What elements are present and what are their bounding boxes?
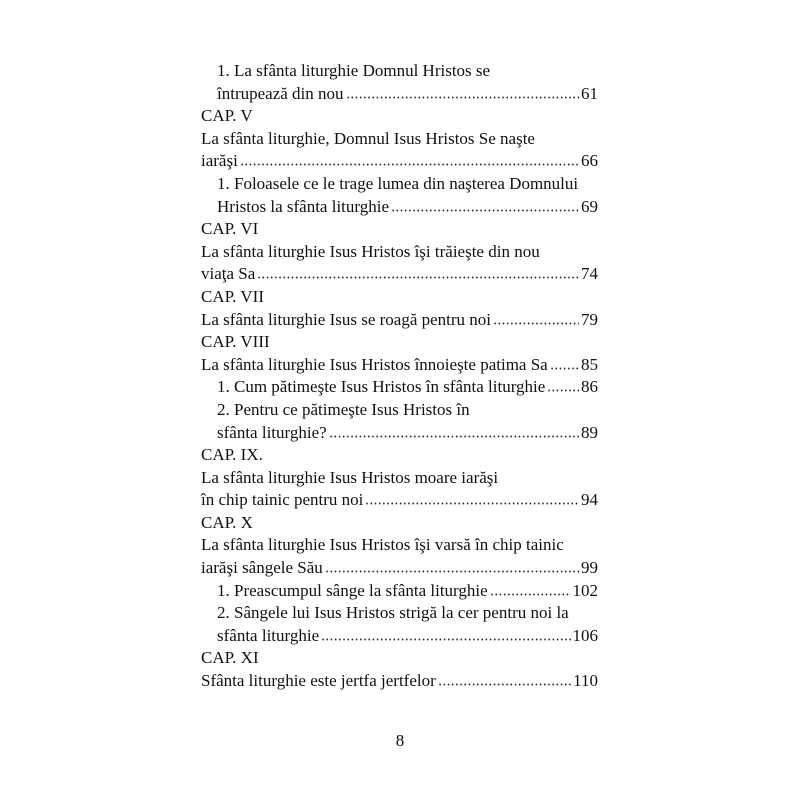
toc-text-line — [201, 512, 598, 535]
toc-entry — [201, 196, 598, 219]
toc-page-number: 86 — [581, 377, 598, 397]
toc-entry-title: 1. Preascumpul sânge la sfânta liturghie — [217, 580, 488, 600]
toc-page-number: 94 — [581, 490, 598, 510]
toc-text-line — [201, 444, 598, 467]
page-number: 8 — [395, 731, 405, 750]
table-of-contents — [201, 60, 598, 693]
dot-leader — [547, 378, 579, 392]
dot-leader — [329, 424, 579, 438]
toc-entry — [201, 83, 598, 106]
toc-entry-title: CAP. VII — [201, 286, 264, 306]
toc-page-number: 61 — [581, 83, 598, 103]
dot-leader — [438, 672, 571, 686]
toc-entry-title: CAP. VIII — [201, 332, 270, 352]
toc-entry — [201, 150, 598, 173]
toc-text-line — [201, 467, 598, 490]
toc-entry-title: viaţa Sa — [201, 264, 256, 284]
toc-entry — [201, 354, 598, 377]
toc-entry — [201, 263, 598, 286]
dot-leader — [321, 627, 570, 641]
toc-entry-title: sfânta liturghie? — [217, 422, 327, 442]
toc-page-number: 79 — [581, 309, 598, 329]
dot-leader — [325, 559, 579, 573]
toc-text-line — [201, 218, 598, 241]
toc-entry-title: 2. Sângele lui Isus Hristos strigă la cer pentru noi la — [217, 603, 569, 623]
toc-entry — [201, 670, 598, 693]
toc-entry — [201, 580, 598, 603]
dot-leader — [550, 356, 579, 370]
toc-entry-title: La sfânta liturghie Isus Hristos îşi varsă în chip tainic — [201, 535, 564, 555]
toc-entry-title: întrupează din nou — [217, 83, 344, 103]
toc-entry-title: La sfânta liturghie Isus Hristos înnoieşte patima Sa — [201, 354, 548, 374]
dot-leader — [240, 152, 579, 166]
toc-entry-title: CAP. X — [201, 512, 253, 532]
toc-page-number: 99 — [581, 558, 598, 578]
toc-page-number: 110 — [573, 671, 598, 691]
toc-entry — [201, 557, 598, 580]
toc-entry-title: CAP. VI — [201, 219, 259, 239]
toc-text-line — [201, 173, 598, 196]
toc-entry-title: 2. Pentru ce pătimeşte Isus Hristos în — [217, 399, 470, 419]
toc-page-number: 69 — [581, 196, 598, 216]
toc-entry-title: Hristos la sfânta liturghie — [217, 196, 390, 216]
toc-text-line — [201, 128, 598, 151]
toc-entry-title: 1. Foloasele ce le trage lumea din naşterea Domnului — [217, 173, 579, 193]
toc-text-line — [201, 286, 598, 309]
toc-entry-title: CAP. XI — [201, 648, 259, 668]
toc-page-number: 74 — [581, 264, 598, 284]
toc-entry-title: iarăşi sângele Său — [201, 558, 323, 578]
toc-entry — [201, 309, 598, 332]
toc-entry-title: La sfânta liturghie Isus Hristos moare iarăşi — [201, 467, 499, 487]
toc-entry — [201, 422, 598, 445]
dot-leader — [490, 582, 571, 596]
toc-page-number: 85 — [581, 354, 598, 374]
toc-text-line — [201, 241, 598, 264]
dot-leader — [391, 198, 579, 212]
toc-page-number: 66 — [581, 151, 598, 171]
dot-leader — [493, 311, 579, 325]
toc-text-line — [201, 534, 598, 557]
toc-entry-title: La sfânta liturghie Isus Hristos îşi trăieşte din nou — [201, 241, 540, 261]
toc-entry-title: iarăşi — [201, 151, 238, 171]
toc-text-line — [201, 399, 598, 422]
toc-entry — [201, 376, 598, 399]
toc-text-line — [201, 60, 598, 83]
toc-entry-title: 1. La sfânta liturghie Domnul Hristos se — [217, 61, 491, 80]
toc-text-line — [201, 105, 598, 128]
toc-entry-title: sfânta liturghie — [217, 625, 320, 645]
toc-text-line — [201, 647, 598, 670]
toc-entry-title: în chip tainic pentru noi — [201, 490, 364, 510]
dot-leader — [257, 265, 579, 279]
toc-page-number: 89 — [581, 422, 598, 442]
dot-leader — [346, 85, 579, 99]
toc-page-number: 106 — [572, 625, 598, 645]
dot-leader — [365, 491, 579, 505]
toc-page-number: 102 — [572, 580, 598, 600]
toc-entry — [201, 489, 598, 512]
toc-entry-title: CAP. IX. — [201, 445, 263, 465]
toc-entry-title: 1. Cum pătimeşte Isus Hristos în sfânta liturghie — [217, 377, 546, 397]
toc-entry-title: CAP. V — [201, 106, 253, 126]
toc-entry — [201, 625, 598, 648]
toc-text-line — [201, 331, 598, 354]
toc-entry-title: La sfânta liturghie, Domnul Isus Hristos Se naşte — [201, 128, 535, 148]
toc-text-line — [201, 602, 598, 625]
toc-entry-title: La sfânta liturghie Isus se roagă pentru noi — [201, 309, 492, 329]
toc-entry-title: Sfânta liturghie este jertfa jertfelor — [201, 671, 436, 691]
